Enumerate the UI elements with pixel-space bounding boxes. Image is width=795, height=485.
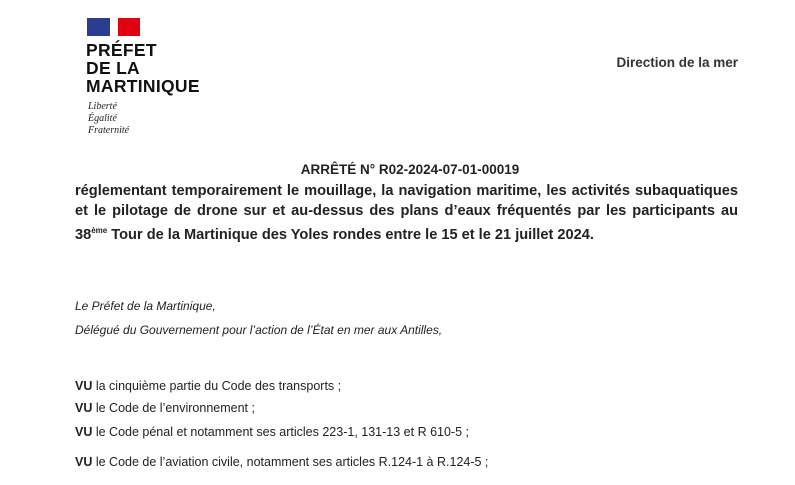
visa-text: la cinquième partie du Code des transports ; bbox=[92, 379, 342, 393]
visa-prefix: VU bbox=[75, 425, 93, 439]
logo-line: PRÉFET bbox=[86, 40, 157, 60]
marianne-flag-logo bbox=[87, 18, 140, 36]
prefecture-logo-text bbox=[86, 41, 200, 95]
motto-line: Égalité bbox=[88, 113, 117, 124]
visa-item bbox=[75, 379, 341, 393]
logo-line: MARTINIQUE bbox=[86, 76, 200, 96]
authority-line: Le Préfet de la Martinique, bbox=[75, 299, 216, 313]
service-name: Direction de la mer bbox=[616, 55, 738, 70]
object-text: Tour de la Martinique des Yoles rondes entre le 15 et le 21 juillet 2024. bbox=[107, 226, 594, 243]
visa-prefix: VU bbox=[75, 401, 93, 415]
logo-line: DE LA bbox=[86, 58, 140, 78]
republic-motto bbox=[88, 101, 129, 137]
visa-text: le Code de l’environnement ; bbox=[92, 401, 255, 415]
visa-prefix: VU bbox=[75, 455, 93, 469]
motto-line: Liberté bbox=[88, 101, 117, 112]
visa-text: le Code de l’aviation civile, notamment ses articles R.124-1 à R.124-5 ; bbox=[92, 455, 489, 469]
visa-text: le Code pénal et notamment ses articles 223-1, 131-13 et R 610-5 ; bbox=[92, 425, 469, 439]
visa-item bbox=[75, 401, 255, 415]
object-text: réglementant temporairement le mouillage, la navigation maritime, les activités subaquatiques et le pilotage de drone sur et au-dessus des plans d’eaux fréquentés par les participants au 38 bbox=[75, 183, 738, 243]
visa-prefix: VU bbox=[75, 379, 93, 393]
visa-item bbox=[75, 455, 488, 469]
decree-object bbox=[75, 181, 738, 245]
ordinal-suffix: ème bbox=[91, 226, 108, 235]
motto-line: Fraternité bbox=[88, 125, 130, 136]
visa-item bbox=[75, 425, 469, 439]
authority-line: Délégué du Gouvernement pour l’action de l’État en mer aux Antilles, bbox=[75, 323, 443, 337]
decree-title: ARRÊTÉ N° R02-2024-07-01-00019 bbox=[300, 162, 520, 177]
